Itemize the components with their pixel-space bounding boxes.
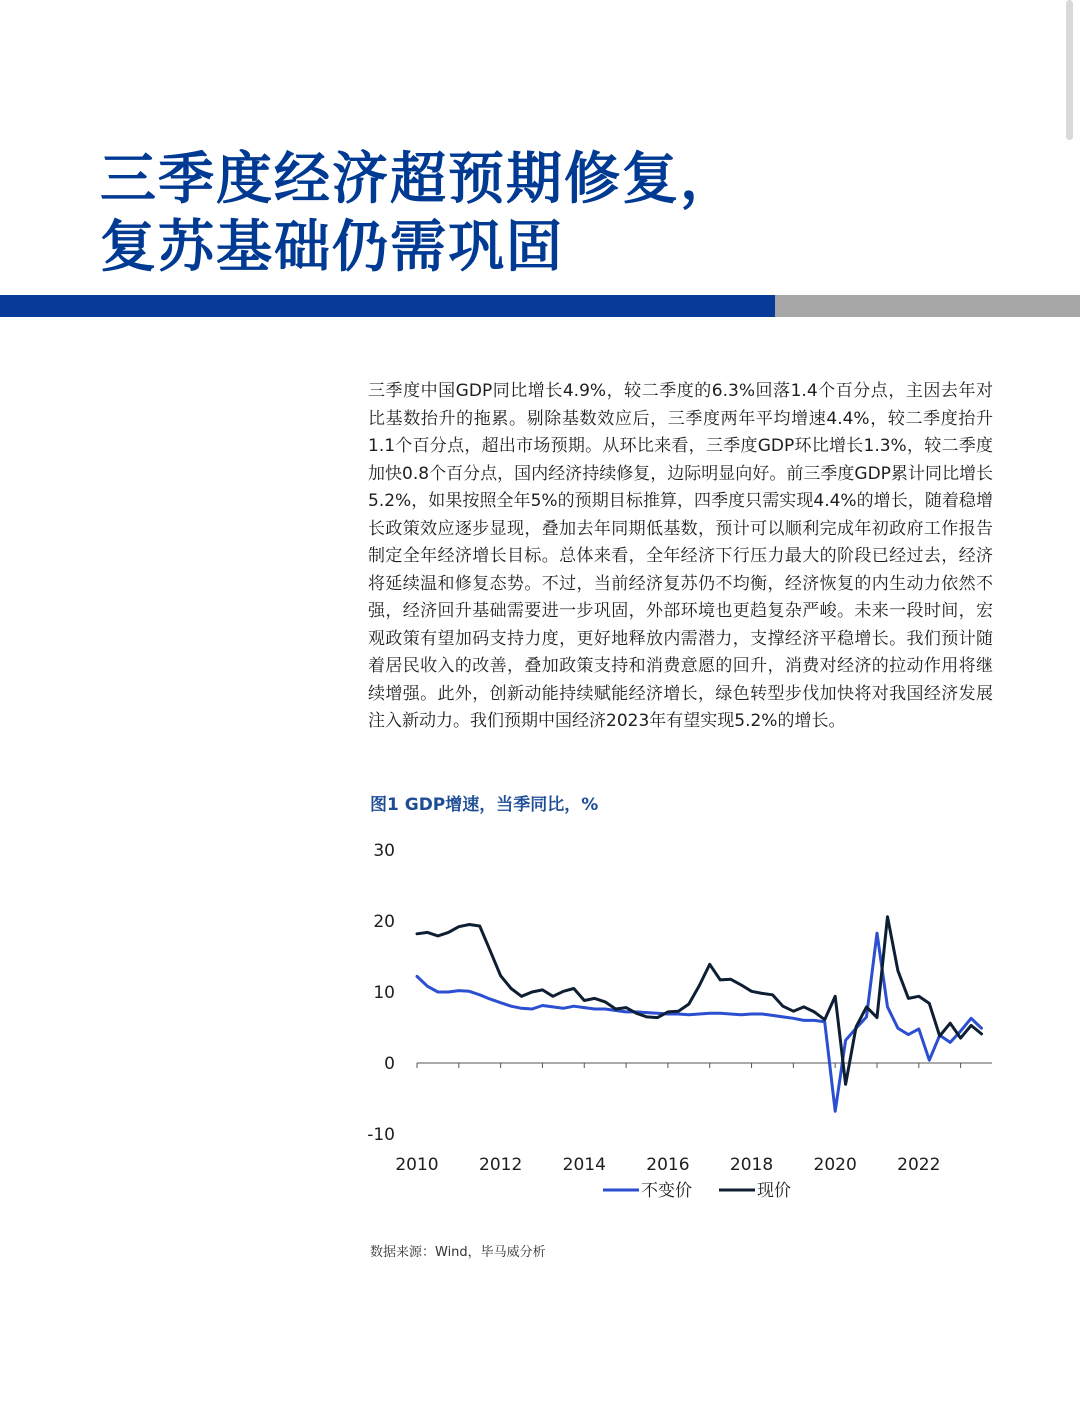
- figure-title: 图1 GDP增速，当季同比，%: [370, 795, 599, 815]
- legend-label: 现价: [757, 1181, 791, 1201]
- title-line-2: 复苏基础仍需巩固: [100, 215, 564, 280]
- title-line-1: 三季度经济超预期修复，: [100, 147, 738, 212]
- page-title: [100, 146, 738, 282]
- title-band-grey: [775, 295, 1080, 317]
- x-tick-label: 2014: [562, 1155, 606, 1175]
- series-line-nominal: [417, 917, 982, 1085]
- y-tick-label: 0: [384, 1054, 395, 1074]
- legend-label: 不变价: [641, 1181, 692, 1201]
- x-tick-label: 2022: [897, 1155, 941, 1175]
- y-tick-label: -10: [367, 1125, 395, 1145]
- y-tick-label: 20: [373, 912, 395, 932]
- scrollbar[interactable]: [1066, 0, 1073, 140]
- y-tick-label: 30: [373, 841, 395, 861]
- title-band-blue: [0, 295, 775, 317]
- x-tick-label: 2020: [813, 1155, 857, 1175]
- x-tick-label: 2010: [395, 1155, 439, 1175]
- y-tick-label: 10: [373, 983, 395, 1003]
- gdp-growth-line-chart: [360, 830, 1020, 1210]
- x-tick-label: 2018: [729, 1155, 774, 1175]
- body-paragraph: 三季度中国GDP同比增长4.9%，较二季度的6.3%回落1.4个百分点，主因去年对比基数抬升的拖累。剔除基数效应后，三季度两年平均增速4.4%，较二季度抬升1.1个百分点，超出市场预期。从环比来看，三季度GDP环比增长1.3%，较二季度加快0.8个百分点，国内经济持续修复，边际明显向好。前三季度GDP累计同比增长5.2%，如果按照全年5%的预期目标推算，四季度只需实现4.4%的增长，随着稳增长政策效应逐步显现，叠加去年同期低基数，预计可以顺利完成年初政府工作报告制定全年经济增长目标。总体来看，全年经济下行压力最大的阶段已经过去，经济将延续温和修复态势。不过，当前经济复苏仍不均衡，经济恢复的内生动力依然不强，经济回升基础需要进一步巩固，外部环境也更趋复杂严峻。未来一段时间，宏观政策有望加码支持力度，更好地释放内需潜力，支撑经济平稳增长。我们预计随着居民收入的改善，叠加政策支持和消费意愿的回升，消费对经济的拉动作用将继续增强。此外，创新动能持续赋能经济增长，绿色转型步伐加快将对我国经济发展注入新动力。我们预期中国经济2023年有望实现5.2%的增长。: [368, 381, 993, 731]
- source-note: 数据来源：Wind，毕马威分析: [370, 1245, 546, 1260]
- x-tick-label: 2012: [479, 1155, 523, 1175]
- x-tick-label: 2016: [646, 1155, 690, 1175]
